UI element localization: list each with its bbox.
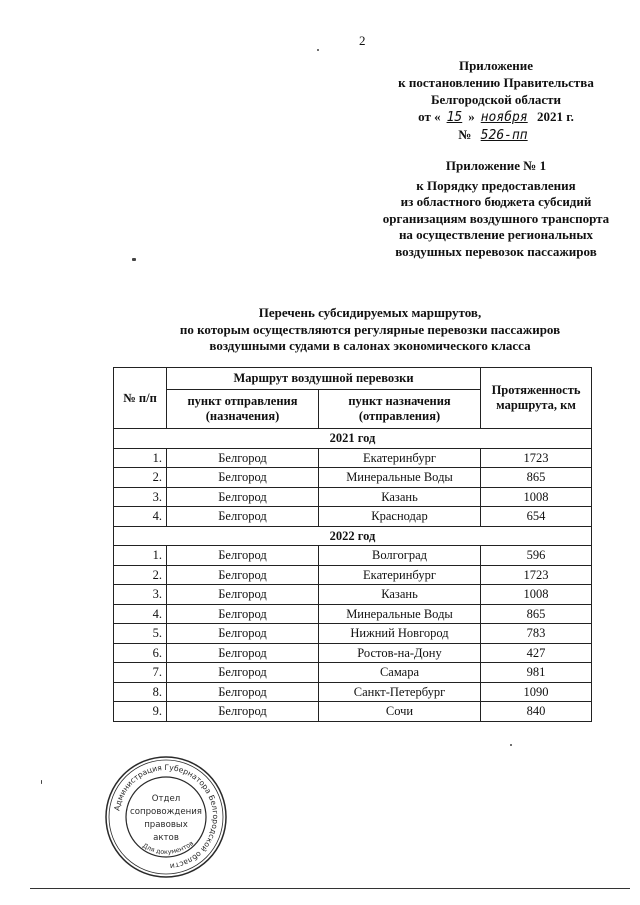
stamp-bottom-textpath: Для документов [141,839,195,857]
table-row [114,682,592,702]
destination-point: Екатеринбург [319,448,481,468]
row-number: 4. [114,604,167,624]
row-number: 9. [114,702,167,722]
list-title [150,305,590,355]
departure-point: Белгород [167,604,319,624]
table-row [114,448,592,468]
departure-point: Белгород [167,643,319,663]
date-prefix: от « [418,109,441,124]
destination-point: Екатеринбург [319,565,481,585]
approval-line-1: Приложение [458,58,534,73]
row-number: 1. [114,448,167,468]
row-number: 3. [114,487,167,507]
destination-point: Волгоград [319,546,481,566]
table-row [114,468,592,488]
header-from: пункт отправления (назначения) [167,390,319,429]
approval-line-2: к постановлению Правительства [398,75,594,90]
date-month: ноября [480,110,528,125]
departure-point: Белгород [167,487,319,507]
departure-point: Белгород [167,585,319,605]
appendix-line: воздушных перевозок пассажиров [395,243,597,259]
appendix-line: к Порядку предоставления [416,177,576,193]
destination-point: Санкт-Петербург [319,682,481,702]
row-number: 4. [114,507,167,527]
stamp-center-line: сопровождения [130,807,202,817]
destination-point: Сочи [319,702,481,722]
table-row [114,546,592,566]
routes-body [114,429,592,722]
departure-point: Белгород [167,507,319,527]
row-number: 6. [114,643,167,663]
header-length: Протяженность маршрута, км [481,368,592,429]
year-row [114,526,592,546]
destination-point: Казань [319,487,481,507]
date-year: 2021 г. [536,109,574,124]
approval-block [360,57,632,144]
row-number: 2. [114,468,167,488]
departure-point: Белгород [167,448,319,468]
departure-point: Белгород [167,468,319,488]
row-number: 8. [114,682,167,702]
year-row [114,429,592,449]
row-number: 5. [114,624,167,644]
header-to: пункт назначения (отправления) [319,390,481,429]
scan-speck [132,258,136,261]
row-number: 1. [114,546,167,566]
route-length: 1008 [481,585,592,605]
stamp-center-line: Отдел [151,794,181,804]
appendix-line: из областного бюджета субсидий [400,194,592,209]
row-number: 7. [114,663,167,683]
approval-line-3: Белгородской области [430,92,562,107]
year-heading: 2022 год [114,526,592,546]
departure-point: Белгород [167,624,319,644]
scan-speck [41,780,42,784]
stamp-center-line: правовых [144,820,188,830]
stamp-outer-ring [106,757,226,877]
route-length: 1723 [481,448,592,468]
destination-point: Казань [319,585,481,605]
route-length: 427 [481,643,592,663]
route-length: 865 [481,604,592,624]
appendix-title: Приложение № 1 [445,158,547,173]
list-title-line: воздушными судами в салонах экономического класса [209,338,531,353]
list-title-line: по которым осуществляются регулярные перевозки пассажиров [179,321,561,337]
table-row [114,565,592,585]
routes-table [113,367,592,722]
appendix-line: организациям воздушного транспорта [382,210,610,226]
appendix-line: на осуществление региональных [398,227,594,242]
scan-speck [510,744,512,746]
date-mid: » [468,109,475,124]
destination-point: Ростов-на-Дону [319,643,481,663]
row-number: 3. [114,585,167,605]
bottom-rule [30,888,630,889]
header-route: Маршрут воздушной перевозки [167,368,481,390]
row-number: 2. [114,565,167,585]
route-length: 654 [481,507,592,527]
departure-point: Белгород [167,682,319,702]
header-num: № п/п [114,368,167,429]
table-row [114,604,592,624]
stamp [104,755,228,879]
route-length: 840 [481,702,592,722]
table-row [114,487,592,507]
departure-point: Белгород [167,565,319,585]
stamp-center-line: актов [153,833,179,843]
table-row [114,507,592,527]
stamp-ring-textpath: Администрация Губернатора Белгородской области [112,762,221,871]
route-length: 1008 [481,487,592,507]
destination-point: Минеральные Воды [319,468,481,488]
table-row [114,624,592,644]
scan-speck [317,49,319,51]
destination-point: Самара [319,663,481,683]
year-heading: 2021 год [114,429,592,449]
appendix-block [358,158,634,260]
destination-point: Нижний Новгород [319,624,481,644]
route-length: 1723 [481,565,592,585]
departure-point: Белгород [167,546,319,566]
route-length: 596 [481,546,592,566]
list-title-line: Перечень субсидируемых маршрутов, [258,305,482,320]
page-number: 2 [359,33,366,48]
approval-date [360,108,632,126]
approval-number [360,126,632,144]
destination-point: Краснодар [319,507,481,527]
route-length: 865 [481,468,592,488]
destination-point: Минеральные Воды [319,604,481,624]
table-row [114,643,592,663]
number-value: 526-пп [480,128,528,143]
departure-point: Белгород [167,702,319,722]
table-row [114,702,592,722]
table-row [114,585,592,605]
route-length: 1090 [481,682,592,702]
date-day: 15 [446,110,463,125]
number-prefix: № [458,127,472,142]
departure-point: Белгород [167,663,319,683]
table-row [114,663,592,683]
route-length: 981 [481,663,592,683]
route-length: 783 [481,624,592,644]
